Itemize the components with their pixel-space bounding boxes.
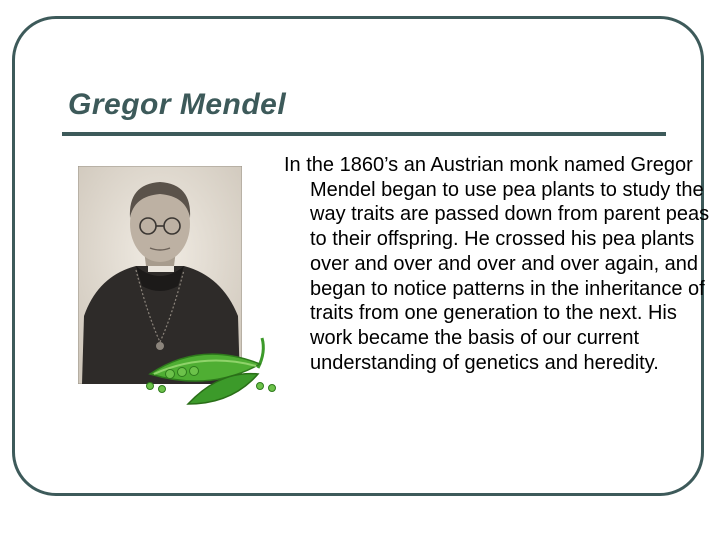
slide-body-text: In the 1860’s an Austrian monk named Gregor Mendel began to use pea plants to study the way traits are passed down from parent peas to their offspring. He crossed his pea plants over and over and over and over again, and began to notice patterns in the inheritance of traits from one generation to the next. His work became the basis of our current understanding of genetics and heredity. xyxy=(284,154,710,374)
slide-title: Gregor Mendel xyxy=(68,88,287,121)
title-underline xyxy=(62,132,666,136)
pea-pod-illustration xyxy=(140,334,280,410)
